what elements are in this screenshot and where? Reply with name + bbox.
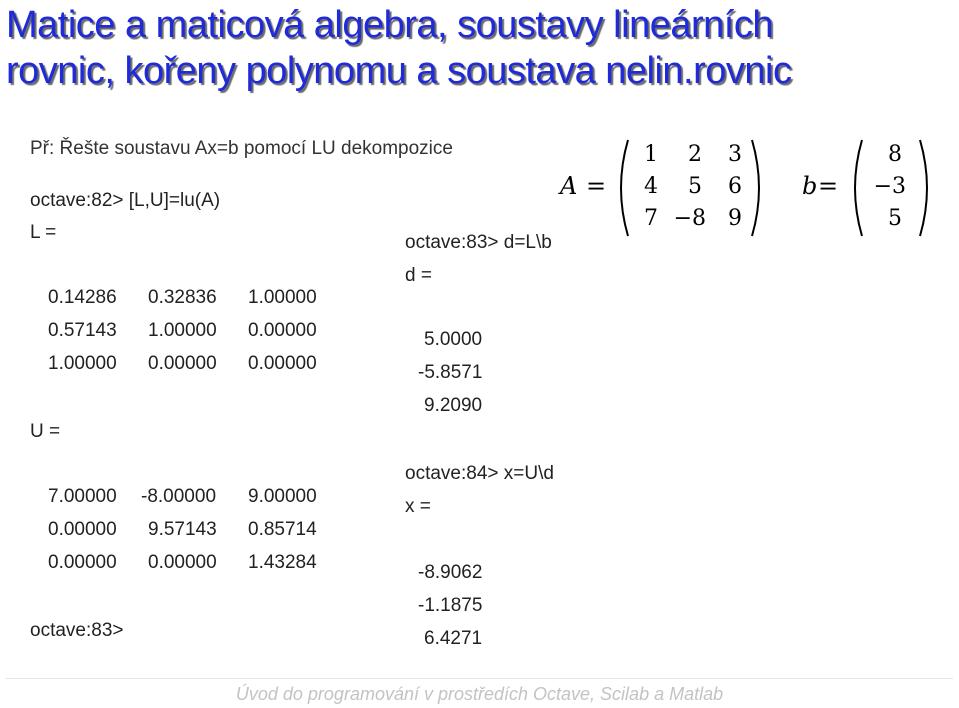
x-value: -1.1875 — [418, 595, 483, 616]
l-cell: 0.57143 — [48, 320, 117, 341]
octave-prompt: octave:83> — [30, 620, 124, 641]
vector-b-cell: 8 — [888, 142, 902, 167]
l-cell: 1.00000 — [48, 353, 117, 374]
l-cell: 1.00000 — [248, 287, 317, 308]
matrix-a-cell: 4 — [644, 174, 658, 199]
d-value: -5.8571 — [418, 362, 483, 383]
matrix-a-cell: 2 — [688, 142, 702, 167]
matrix-a-cell: 1 — [644, 142, 658, 167]
vector-b-cell: −3 — [873, 174, 906, 199]
u-cell: 0.00000 — [148, 552, 217, 573]
u-cell: 7.00000 — [48, 486, 117, 507]
u-cell: 0.00000 — [48, 519, 117, 540]
x-label: x = — [405, 496, 431, 517]
u-cell: 1.43284 — [248, 552, 317, 573]
l-cell: 1.00000 — [148, 320, 217, 341]
l-cell: 0.00000 — [248, 320, 317, 341]
slide-title — [6, 2, 956, 94]
d-value: 9.2090 — [424, 395, 483, 416]
right-paren-icon — [916, 138, 936, 238]
u-label: U = — [30, 421, 61, 442]
title-line-2: rovnic, kořeny polynomu a soustava nelin.rovnic — [6, 50, 792, 92]
x-value: 6.4271 — [424, 628, 483, 649]
l-cell: 0.00000 — [148, 353, 217, 374]
octave-command-x: octave:84> x=U\d — [405, 463, 554, 484]
d-value: 5.0000 — [424, 329, 483, 350]
right-paren-icon — [748, 138, 768, 238]
vector-b-label: b — [802, 172, 818, 200]
u-cell: 9.57143 — [148, 519, 217, 540]
matrix-a-cell: 6 — [728, 174, 742, 199]
d-label: d = — [405, 265, 432, 286]
matrix-a-cell: 9 — [728, 206, 742, 231]
u-cell: -8.00000 — [141, 486, 217, 507]
l-cell: 0.32836 — [148, 287, 217, 308]
footer-text: Úvod do programování v prostředích Octave, Scilab a Matlab — [235, 684, 724, 704]
l-cell: 0.00000 — [248, 353, 317, 374]
vector-b-cell: 5 — [888, 206, 902, 231]
matrix-a-label: A — [560, 172, 578, 200]
u-cell: 0.00000 — [48, 552, 117, 573]
title-line-1: Matice a maticová algebra, soustavy lineárních — [6, 4, 773, 46]
matrix-a-cell: 7 — [644, 206, 658, 231]
l-label: L = — [30, 222, 57, 243]
task-statement: Př: Řešte soustavu Ax=b pomocí LU dekompozice — [30, 138, 453, 159]
u-cell: 9.00000 — [248, 486, 317, 507]
u-cell: 0.85714 — [248, 519, 317, 540]
vector-b-equals: = — [818, 172, 839, 200]
x-value: -8.9062 — [418, 562, 483, 583]
octave-command-lu: octave:82> [L,U]=lu(A) — [30, 190, 221, 211]
matrix-a-cell: −8 — [673, 206, 706, 231]
matrix-a-equals: = — [586, 172, 607, 200]
matrix-a-cell: 3 — [728, 142, 742, 167]
octave-command-d: octave:83> d=L\b — [405, 232, 552, 253]
l-cell: 0.14286 — [48, 287, 117, 308]
matrix-a-cell: 5 — [688, 174, 702, 199]
footer-divider — [6, 678, 953, 679]
